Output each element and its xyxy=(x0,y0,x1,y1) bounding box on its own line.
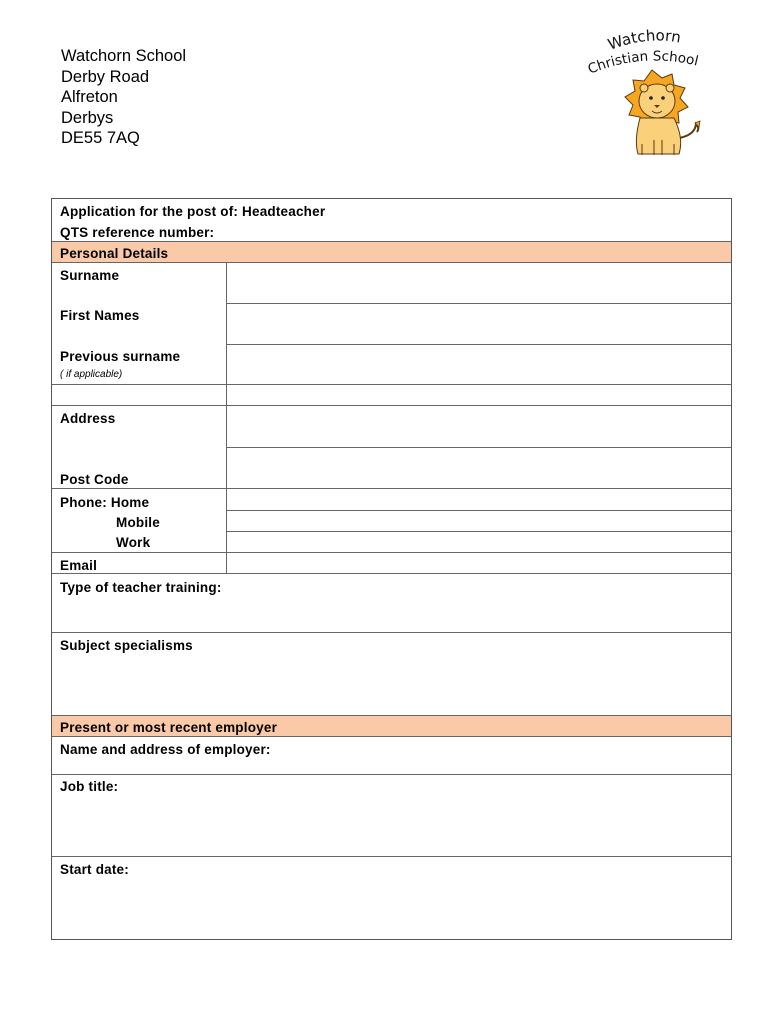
address-field[interactable] xyxy=(227,406,731,447)
school-address xyxy=(61,46,186,149)
first-names-label: First Names xyxy=(60,308,140,323)
lion-icon xyxy=(625,70,700,155)
email-label: Email xyxy=(60,558,98,573)
divider xyxy=(52,856,731,857)
post-code-label: Post Code xyxy=(60,472,129,487)
phone-work-label: Work xyxy=(116,535,151,550)
job-title-field[interactable] xyxy=(52,797,731,856)
divider xyxy=(52,241,731,242)
teacher-training-label: Type of teacher training: xyxy=(60,580,222,595)
previous-surname-label: Previous surname xyxy=(60,349,181,364)
phone-work-field[interactable] xyxy=(227,532,731,552)
previous-surname-field[interactable] xyxy=(227,345,731,384)
surname-label: Surname xyxy=(60,268,120,283)
phone-home-field[interactable] xyxy=(227,489,731,510)
divider xyxy=(52,573,731,574)
post-code-field[interactable] xyxy=(227,448,731,488)
qts-reference-label: QTS reference number: xyxy=(60,225,215,240)
phone-mobile-field[interactable] xyxy=(227,511,731,531)
start-date-field[interactable] xyxy=(52,880,731,939)
employer-heading: Present or most recent employer xyxy=(60,720,278,735)
post-applied-for: Application for the post of: Headteacher xyxy=(60,204,326,219)
school-logo xyxy=(582,28,732,160)
logo-text-top: Watchorn xyxy=(605,28,683,54)
address-line-school: Watchorn School xyxy=(61,47,187,65)
logo-text-bottom: Christian School xyxy=(585,48,700,78)
if-applicable-note: ( if applicable) xyxy=(60,369,123,380)
divider xyxy=(52,774,731,775)
divider xyxy=(52,736,731,737)
email-field[interactable] xyxy=(227,553,731,573)
address-line-road: Derby Road xyxy=(61,67,150,86)
phone-home-label: Phone: Home xyxy=(60,495,150,510)
start-date-label: Start date: xyxy=(60,862,129,877)
personal-details-heading: Personal Details xyxy=(60,246,169,261)
teacher-training-field[interactable] xyxy=(52,599,731,632)
phone-mobile-label: Mobile xyxy=(116,515,160,530)
divider xyxy=(52,715,731,716)
job-title-label: Job title: xyxy=(60,779,119,794)
subject-specialisms-label: Subject specialisms xyxy=(60,638,193,653)
address-line-postcode: DE55 7AQ xyxy=(61,129,140,147)
address-label: Address xyxy=(60,411,116,426)
first-names-field[interactable] xyxy=(227,304,731,344)
svg-text:Christian School xyxy=(586,48,700,77)
subject-specialisms-field[interactable] xyxy=(52,657,731,715)
employer-name-address-label: Name and address of employer: xyxy=(60,742,271,757)
divider xyxy=(52,384,731,385)
divider xyxy=(52,632,731,633)
application-form xyxy=(51,198,732,940)
surname-field[interactable] xyxy=(227,263,731,303)
address-line-town: Alfreton xyxy=(61,88,118,106)
employer-name-address-field[interactable] xyxy=(52,760,731,774)
address-line-county: Derbys xyxy=(61,108,114,127)
